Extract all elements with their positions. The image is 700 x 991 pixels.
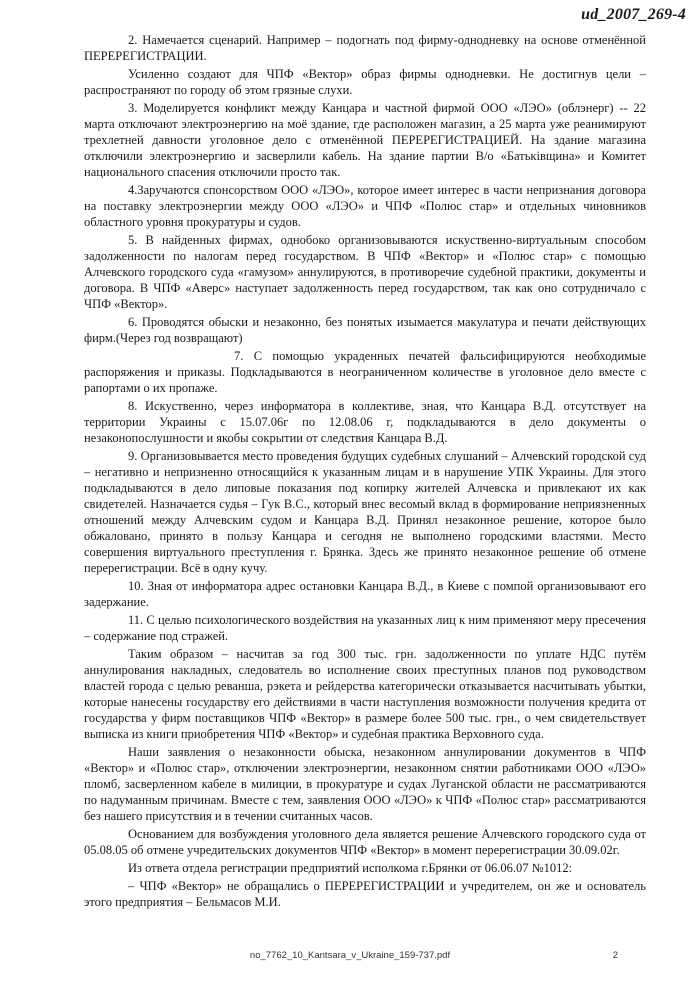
paragraph: – ЧПФ «Вектор» не обращались о ПЕРЕРЕГИСТРАЦИИ и учредителем, он же и основатель этого предприятия – Бельмасов М.И.	[84, 879, 646, 909]
page-number: 2	[612, 950, 618, 961]
paragraph: 4.Заручаются спонсорством ООО «ЛЭО», которое имеет интерес в части непризнания договора на поставку электроэнергии между ООО «ЛЭО» и ЧПФ «Полюс стар» и отдельных чиновников областного уровня прокуратуры и судов.	[84, 183, 646, 229]
paragraph: 7. С помощью украденных печатей фальсифицируются необходимые распоряжения и приказы. Подкладываются в неограниченном количестве в уголовное дело вместе с рапортами о их пропаже.	[84, 349, 646, 395]
footer-filename: no_7762_10_Kantsara_v_Ukraine_159-737.pdf	[249, 950, 451, 961]
paragraph: 9. Организовывается место проведения будущих судебных слушаний – Алчевский городской суд – негативно и непризненно относящийся к указанным лицам и в нарушение УПК Украины. Для этого подкладываются в дело липовые показания под копирку жителей Алчевска и привлекают их как свидетелей. Назначается судья – Гук В.С., который внес весомый вклад в формирование неприязненных отношений между Алчевским судом и Канцара В.Д. Принял незаконное решение, которое было обжаловано, принято в пользу Канцара и сегодня не выполнено городскими властями. Место совершения виртуального преступления г. Брянка. Здесь же принято незаконное решение об отмене перерегистрации. Всё в одну кучу.	[84, 449, 646, 575]
document-id: ud_2007_269-4	[581, 6, 686, 23]
paragraph: 11. С целью психологического воздействия на указанных лиц к ним применяют меру пресечения – содержание под стражей.	[84, 613, 646, 643]
paragraph: 10. Зная от информатора адрес остановки Канцара В.Д., в Киеве с помпой организовывают его задержание.	[84, 579, 646, 609]
paragraph: Наши заявления о незаконности обыска, незаконном аннулировании документов в ЧПФ «Вектор» и «Полюс стар», отключении электроэнергии, незаконном снятии работниками ООО «ЛЭО» пломб, засверленном кабеле в милиции, в прокуратуре и судах Луганской области не рассматриваются по надуманным причинам. Вместе с тем, заявления ООО «ЛЭО» к ЧПФ «Полюс стар» рассматриваются без нашего присутствия и в течении считанных часов.	[84, 745, 646, 823]
paragraph: Основанием для возбуждения уголовного дела является решение Алчевского городского суда от 05.08.05 об отмене учредительских документов ЧПФ «Вектор» в момент перерегистрации 30.09.02г.	[84, 827, 646, 857]
paragraph: 2. Намечается сценарий. Например – подогнать под фирму-однодневку на основе отменённой ПЕРЕРЕГИСТРАЦИИ.	[84, 33, 646, 63]
paragraph: 6. Проводятся обыски и незаконно, без понятых изымается макулатура и печати действующих фирм.(Через год возвращают)	[84, 315, 646, 345]
paragraph: Таким образом – насчитав за год 300 тыс. грн. задолженности по уплате НДС путём аннулирования накладных, следователь во исполнение своих преступных планов под руководством властей города с целью реванша, рэкета и рейдерства категорически отказывается насчитывать убытки, которые нанесены государству его действиями в части наступления возможности получения кредита от государства у фирм поставщиков ЧПФ «Вектор» в размере более 500 тыс. грн., о чем свидетельствует выписка из книги приобретения ЧПФ «Вектор» и судебная практика Верховного суда.	[84, 647, 646, 741]
paragraph: Усиленно создают для ЧПФ «Вектор» образ фирмы однодневки. Не достигнув цели – распространяют по городу об этом грязные слухи.	[84, 67, 646, 97]
document-body	[84, 32, 646, 912]
paragraph: 3. Моделируется конфликт между Канцара и частной фирмой ООО «ЛЭО» (облэнерг) -- 22 марта отключают электроэнергию на моё здание, где расположен магазин, а 25 марта уже реанимируют трехлетней давности уголовное дело с отменённой ПЕРЕРЕГИСТРАЦИЕЙ. На здание магазина отключили электроэнергию и засверлили кабель. На здание партии В/о «Батьківщина» и Комитет национального спасения отключили просто так.	[84, 101, 646, 179]
paragraph: 5. В найденных фирмах, однобоко организовываются искуственно-виртуальным способом задолженности по налогам перед государством. В ЧПФ «Вектор» и «Полюс стар» с помощью Алчевского городского суда «гамузом» аннулируются, в противоречие судебной практики, документы и договора. В ЧПФ «Аверс» наступает задолженность перед государством, так как оно сотрудничало с ЧПФ «Вектор».	[84, 233, 646, 311]
paragraph: Из ответа отдела регистрации предприятий исполкома г.Брянки от 06.06.07 №1012:	[128, 861, 573, 875]
paragraph: 8. Искуственно, через информатора в коллективе, зная, что Канцара В.Д. отсутствует на территории Украины с 15.07.06г по 12.08.06 г, подкладываются в дело документы о незаконопослушности и якобы сокрытии от следствия Канцара В.Д.	[84, 399, 646, 445]
